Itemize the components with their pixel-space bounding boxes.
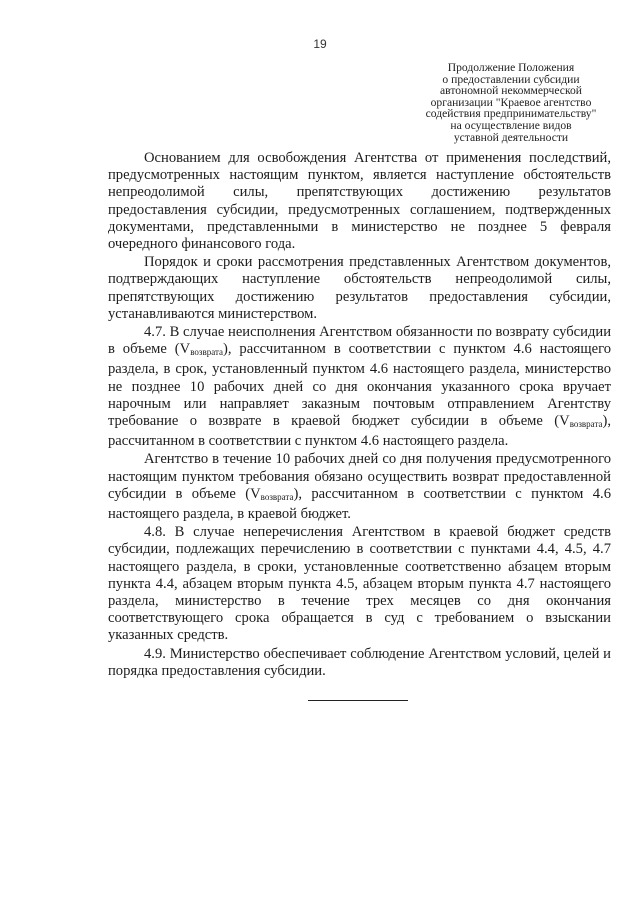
header-note-line: содействия предпринимательству" [425,107,597,121]
paragraph-text: Агентство в течение 10 рабочих дней со дня получения предусмотренного настоящим пунктом требования обязано осуществить возврат предоставленной субсидии в объеме (V [108,451,611,502]
subscript-v-return: возврата [569,419,603,430]
document-header-note [400,62,622,143]
header-note-line: на осуществление видов [450,118,572,132]
paragraph-4-8: 4.8. В случае неперечисления Агентством в краевой бюджет средств субсидии, подлежащих перечислению в соответствии с пунктами 4.4, 4.5, 4.7 настоящего раздела, в сроки, установленные соответственно абзацем вторым пункта 4.4, абзацем вторым пункта 4.5, абзацем вторым пункта 4.7 настоящего раздела, министерство в течение трех месяцев со дня окончания соответствующего срока обращается в суд с требованием о взыскании указанных средств. [108,524,611,644]
paragraph-text: ), рассчитанном в соответствии с пунктом 4.6 настоящего раздела, в срок, установленный пунктом 4.6 настоящего раздела, министерство не позднее 10 рабочих дней со дня окончания указанного срока вручает нарочным или направляет заказным почтовым отправлением Агентству требование о возврате в краевой бюджет субсидии в объеме (V [108,341,611,430]
header-note-line: уставной деятельности [453,130,569,144]
paragraph-force-majeure: Основанием для освобождения Агентства от применения последствий, предусмотренных настоящим пунктом, является наступление обстоятельств непреодолимой силы, препятствующих достижению результатов предоставления субсидии, предусмотренных соглашением, подтвержденных документами, представленными в министерство не позднее 5 февраля очередного финансового года. [108,150,611,253]
paragraph-text: ), рассчитанном в соответствии с пунктом 4.6 настоящего раздела. [108,413,611,450]
header-note-line: организации "Краевое агентство [430,95,592,109]
paragraph-4-7 [108,324,611,450]
paragraph-agency-return [108,451,611,523]
paragraph-review-procedure: Порядок и сроки рассмотрения представленных Агентством документов, подтверждающих наступление обстоятельств непреодолимой силы, препятствующих достижению результатов предоставления субсидии, устанавливаются министерством. [108,254,611,322]
paragraph-text: 4.7. В случае неисполнения Агентством обязанности по возврату субсидии в объеме (V [108,324,611,358]
document-body [108,150,611,680]
header-note-line: Продолжение Положения [447,61,575,74]
page-number: 19 [313,37,327,51]
paragraph-text: ), рассчитанном в соответствии с пунктом 4.6 настоящего раздела, в краевой бюджет. [108,485,612,523]
subscript-v-return: возврата [190,347,223,358]
header-note-line: автономной некоммерческой [439,84,583,98]
subscript-v-return: возврата [260,491,294,502]
paragraph-4-9: 4.9. Министерство обеспечивает соблюдение Агентством условий, целей и порядка предоставления субсидии. [108,645,611,679]
header-note-line: о предоставлении субсидии [442,72,580,86]
end-separator-line [308,700,408,701]
